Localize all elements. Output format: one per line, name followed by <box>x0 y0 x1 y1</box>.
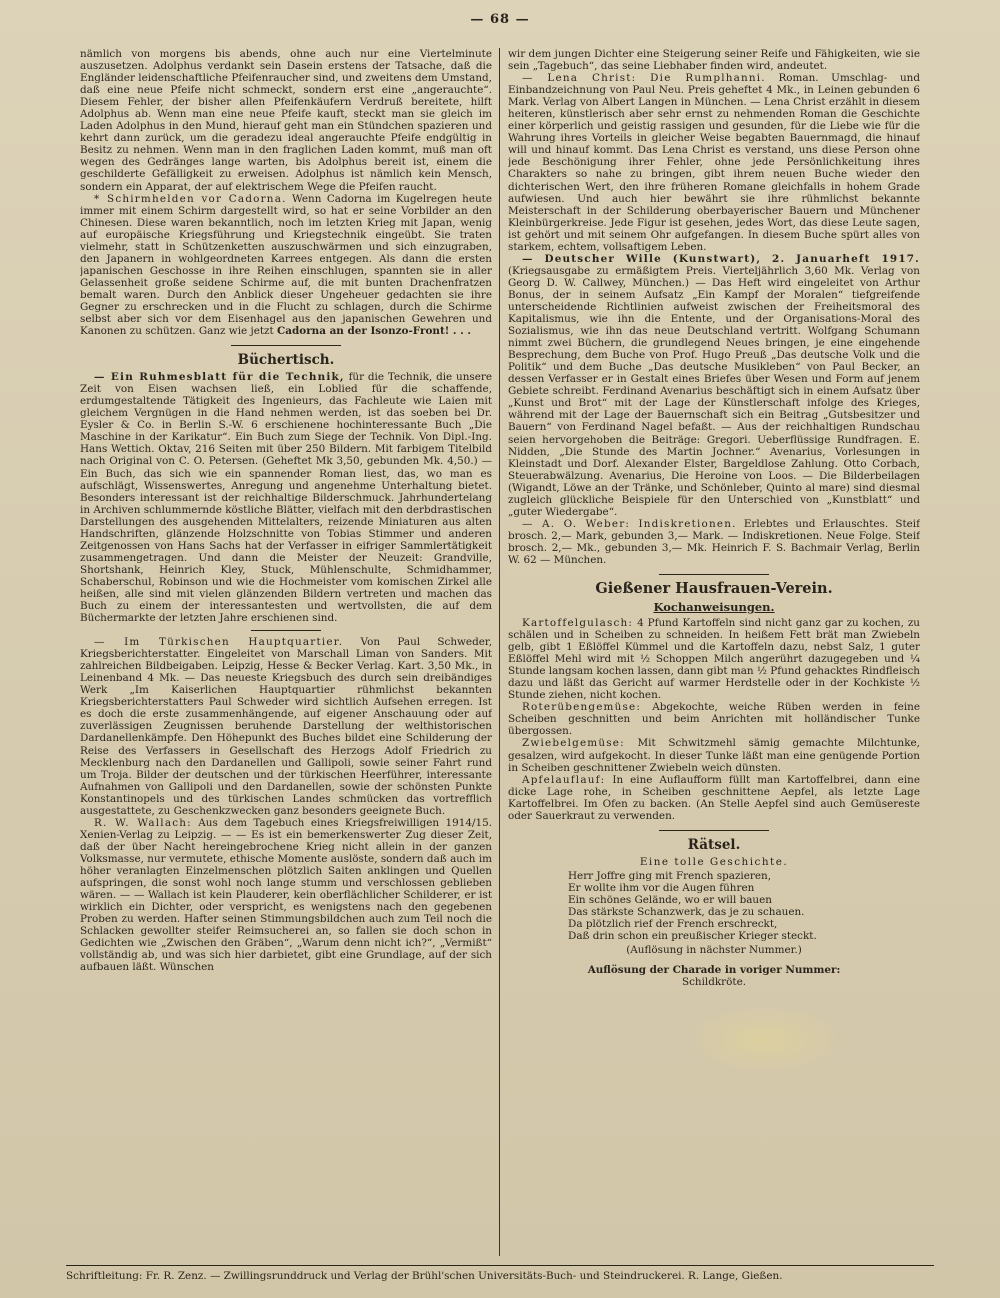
umbrella-article-title: * Schirmhelden vor Cadorna. <box>94 192 287 205</box>
imprint-footer: Schriftleitung: Fr. R. Zenz. — Zwillingsrunddruck und Verlag der Brühl'schen Universitäts-Buch- und Steindruckerei. R. Lange, Gießen. <box>66 1270 783 1282</box>
book-review-wallach-text: Aus dem Tagebuch eines Kriegsfreiwilligen 1914/15. Xenien-Verlag zu Leipzig. — — Es ist ein bemerkenswerter Zug dieser Zeit, daß der über Nacht hereingebrochene Krieg nicht allein in der ganzen Volksmasse, nur vermutete, ethische Momente auslöste, sondern daß auch im höher veranlagten Einzelmenschen plötzlich Saiten anklingen und Quellen aufspringen, die sonst wohl noch lange stumm und verschlossen geblieben wären. — — Wallach ist kein Plauderer, kein oberflächlicher Schilderer, er ist wirklich ein Dichter, oder verspricht, es wenigstens nach den gegebenen Proben zu werden. Hafter seinen Stimmungsbildchen auch zum Teil noch die Schlacken gewollter steifer Reimsucherei an, so fallen sie doch schon in Gedichten wie „Zwischen den Gräben“, „Warum denn nicht ich?“, „Vermißt“ vollständig ab, und was sich hier darbietet, gibt eine Grundlage, auf der sich aufbauen läßt. Wünschen <box>80 816 492 974</box>
wallach-continued-text: wir dem jungen Dichter eine Steigerung seiner Reife und Fähigkeiten, wie sie sein „Tagebuch“, das seine Liebhaber finden wird, andeutet. <box>508 48 920 73</box>
recipe-text: Mit Schwitzmehl sämig gemachte Milchtunke, gesalzen, wird aufgekocht. In dieser Tunke läßt man eine genügende Portion in Scheiben geschnittener Zwiebeln weich dünsten. <box>508 737 920 774</box>
poem-line: Das stärkste Schanzwerk, das je zu schauen. <box>568 906 805 918</box>
book-review-rumplhanni <box>508 72 920 253</box>
recipe-text: 4 Pfund Kartoffeln sind nicht ganz gar zu kochen, zu schälen und in Scheiben zu schneiden. In heißem Fett brät man Zwiebeln gelb, gibt 1 Eßlöffel Kümmel und die Kartoffeln dazu, nebst Salz, 1 guter Eßlöffel Mehl wird mit ½ Schoppen Milch angerührt dazugegeben und ¼ Stunde langsam kochen lassen, dann gibt man ½ Pfund gehacktes Rindfleisch dazu und läßt das Gericht auf warmer Herdstelle oder in der Kochkiste ½ Stunde ziehen, nicht kochen. <box>508 617 920 702</box>
book-review-deutscher-wille <box>508 253 920 518</box>
recipe-title: Apfelauflauf: <box>522 773 606 786</box>
poem-line: Daß drin schon ein preußischer Krieger steckt. <box>568 930 817 943</box>
recipe-title: Kartoffelgulasch: <box>522 617 634 630</box>
hausfrauen-heading: Gießener Hausfrauen-Verein. <box>595 580 833 598</box>
section-divider <box>231 345 341 346</box>
book-review-technik-text: für die Technik, die unsere Zeit von Eisen wachsen ließ, ein Loblied für die schaffende, erdumgestaltende Tätigkeit des Ingenieurs, das Fachleute wie Laien mit gleichem Vergnügen in die Hand nehmen werden, ist das soeben bei Dr. Eysler & Co. in Berlin S.-W. 6 erschienene hochinteressante Buch „Die Maschine in der Karikatur“. Ein Buch zum Siege der Technik. Von Dipl.-Ing. Hans Wettich. Oktav, 216 Seiten mit über 250 Bildern. Mit farbigem Titelbild nach Original von C. O. Petersen. (Geheftet Mk 3,50, gebunden Mk. 4,50.) — Ein Buch, das sich wie ein spannender Roman liest, das, wo man es aufschlägt, Wissenswertes, Anregung und angenehme Unterhaltung bietet. Besonders interessant ist der reichhaltige Bilderschmuck. Jahrhundertelang in Archiven schlummernde köstliche Blätter, vielfach mit den derbdrastischen Darstellungen des ausgehenden Mittelalters, reizende Miniaturen aus alten Handschriften, glänzende Holzschnitte von Tobias Stimmer und anderen Zeitgenossen von Hans Sachs hat der Verfasser in eifriger Sammlertätigkeit zusammengetragen. Und dann die Meister der Neuzeit: Grandville, Shortshank, Heinrich Kley, Stuck, Mühlenschulte, Schmidhammer, Schaberschul, Robinson und wie die Hochmeister vom komischen Zirkel alle heißen, alle sind mit vielen glänzenden Bildern vertreten und machen das Buch zu einem der interessantesten und wertvollsten, die auf dem Büchermarkte der letzten Jahre erschienen sind. <box>80 371 492 625</box>
poem-line: Herr Joffre ging mit French spazieren, <box>568 869 772 882</box>
book-review-hauptquartier-title: — Im Türkischen Hauptquartier. <box>94 636 344 649</box>
recipe-apfelauflauf <box>508 774 920 822</box>
riddle-heading: Rätsel. <box>687 836 741 853</box>
recipe-zwiebelgemuese <box>508 737 920 773</box>
recipe-title: Zwiebelgemüse: <box>522 737 625 750</box>
recipe-kartoffelgulasch <box>508 617 920 701</box>
book-review-deutscher-wille-text: (Kriegsausgabe zu ermäßigtem Preis. Vierteljährlich 3,60 Mk. Verlag von Georg D. W. Callwey, München.) — Das Heft wird eingeleitet von Arthur Bonus, der in seinem Aufsatz „Ein Kampf der Moralen“ tiefgreifende unterscheidende Richtlinien aufweist zwischen der Freiheitsmoral des Kapitalismus, wie ihn die Entente, und der Organisations-Moral des Sozialismus, wie ihn das neue Deutschland vertritt. Wolfgang Schumann nimmt zwei Büchern, die grundlegend Neues bringen, je eine eingehende Besprechung, dem Buche von Prof. Hugo Preuß „Das deutsche Volk und die Politik“ und dem Buche „Das deutsche Musikleben“ von Paul Becker, an dessen Verfasser er in Gestalt eines Briefes über Wesen und Form auf jenem Gebiete schreibt. Ferdinand Avenarius beschäftigt sich in einem Aufsatz über „Kunst und Brot“ mit der Lage der Künstlerschaft infolge des Krieges, während mit der Lage der Bauernschaft sich ein Beitrag „Gutsbesitzer und Bauern“ von Ferdinand Nagel befaßt. — Aus der reichhaltigen Rundschau seien hervorgehoben die Beiträge: Gregori. Ueberflüssige Rundfragen. E. Nidden, „Die Stunde des Martin Jochner.“ Avenarius, Vorlesungen in Kleinstadt und Dorf. Alexander Elster, Bargeldlose Zahlung. Otto Corbach, Steuerabwälzung. Avenarius, Die Heroine von Loos. — Die Bilderbeilagen (Wigandt, Löwe an der Tränke, und Schönleber, Quinto al mare) sind diesmal zugleich glückliche Beispiele für den Unterschied von „Kunstblatt“ und „guter Wiedergabe“. <box>508 264 920 518</box>
book-review-hauptquartier <box>80 636 492 817</box>
recipe-text: In eine Auflaufform füllt man Kartoffelbrei, dann eine dicke Lage rohe, in Scheiben geschnittene Aepfel, als letzte Lage Kartoffelbrei. Im Ofen zu backen. (An Stelle Aepfel sind auch Gemüsereste oder Sauerkraut zu verwenden. <box>508 773 920 822</box>
poem-line: Ein schönes Gelände, wo er will bauen <box>568 893 772 906</box>
review-divider <box>251 630 321 631</box>
footer-rule <box>66 1265 934 1266</box>
page-number: — 68 — <box>470 12 530 27</box>
section-divider <box>659 574 769 575</box>
book-review-indiskretionen-text: Erlebtes und Erlauschtes. Steif brosch. 2,— Mark, gebunden 3,— Mark. — Indiskretionen. Neue Folge. Steif brosch. 2,— Mk., gebunden 3,— Mk. Heinrich F. S. Bachmair Verlag, Berlin W. 62 — München. <box>508 517 920 566</box>
book-review-technik-title: — Ein Ruhmesblatt für die Technik, <box>94 371 345 384</box>
umbrella-article <box>80 193 492 338</box>
book-review-indiskretionen <box>508 518 920 566</box>
book-review-wallach <box>80 817 492 974</box>
book-review-deutscher-wille-title: — Deutscher Wille (Kunstwart), 2. Januarheft 1917. <box>522 252 920 265</box>
poem-line: Er wollte ihm vor die Augen führen <box>568 881 755 894</box>
recipe-text: Abgekochte, weiche Rüben werden in feine Scheiben geschnitten und beim Anrichten mit holländischer Tunke übergossen. <box>508 701 920 738</box>
riddle-note: (Auflösung in nächster Nummer.) <box>626 944 802 957</box>
riddle-title: Eine tolle Geschichte. <box>639 855 789 868</box>
solution-value: Schildkröte. <box>681 976 747 989</box>
pipe-article-text: nämlich von morgens bis abends, ohne auch nur eine Viertelminute auszusetzen. Adolphus verdankt sein Dasein erstens der Tatsache, daß die Engländer leidenschaftliche Pfeifenraucher sind, und zweitens dem Umstand, daß eine neue Pfeife nicht schmeckt, sondern erst eine „angerauchte“. Diesem Fehler, der bisher allen Pfeifenkäufern Verdruß bereitete, hilft Adolphus ab. Wenn man eine neue Pfeife kauft, steckt man sie gleich im Laden Adolphus in den Mund, hierauf geht man ein Stündchen spazieren und kehrt dann zurück, um die geradezu ideal angerauchte Pfeife endgültig in Besitz zu nehmen. Wenn man in den fraglichen Laden kommt, muß man oft wegen des Gedränges lange warten, bis Adolphus bereit ist, einem die geschilderte Gefälligkeit zu erweisen. Adolphus ist nämlich kein Mensch, sondern ein Apparat, der auf elektrischem Wege die Pfeifen raucht. <box>80 48 492 193</box>
solution-label: Auflösung der Charade in voriger Nummer: <box>587 964 841 977</box>
column-rule <box>499 48 500 1256</box>
recipe-title: Roterübengemüse: <box>522 701 642 714</box>
book-review-rumplhanni-text: Roman. Umschlag- und Einbandzeichnung von Paul Neu. Preis geheftet 4 Mk., in Leinen gebunden 6 Mark. Verlag von Albert Langen in München. — Lena Christ erzählt in diesem heiteren, künstlerisch aber sehr ernst zu nehmenden Roman die Geschichte einer körperlich und geistig rassigen und gesunden, für die Liebe wie für die Wahrung ihres Vorteils in gleicher Weise begabten Bauernmagd, die hinauf will und hinauf kommt. Das Lena Christ es verstand, uns diese Person ohne jede Beschönigung ihrer Fehler, ohne jede Persönlichkeitung ihres Charakters so nahe zu bringen, gibt ihrem neuen Buche wieder den dichterischen Wert, den ihre früheren Romane gleichfalls in hohem Grade aufwiesen. Und auch hier bewährt sie ihre rühmlichst bekannte Meisterschaft in der Schilderung oberbayerischer Bauern und Münchener Kleinbürgerkreise. Jede Figur ist gesehen, jedes Wort, das diese Leute sagen, ist gehört und mit seinem Ohr aufgefangen. In diesem Buche spürt alles von starkem, echtem, vollsaftigem Leben. <box>508 72 920 253</box>
umbrella-article-ending: Cadorna an der Isonzo-Front! . . . <box>277 325 472 338</box>
riddle-poem <box>568 870 920 942</box>
book-review-wallach-title: R. W. Wallach: <box>94 816 192 829</box>
kochanweisungen-subheading: Kochanweisungen. <box>653 600 775 615</box>
book-review-indiskretionen-title: — A. O. Weber: Indiskretionen. <box>522 517 737 530</box>
book-review-technik <box>80 371 492 624</box>
book-review-rumplhanni-title: — Lena Christ: Die Rumplhanni. <box>522 72 766 85</box>
section-divider <box>659 830 769 831</box>
umbrella-article-text: Wenn Cadorna im Kugelregen heute immer mit einem Schirm dargestellt wird, so hat er seine Vorbilder an den Chinesen. Diese waren bekanntlich, noch im letzten Krieg mit Japan, wenig auf europäische Kriegsführung und Kriegstechnik eingeübt. Sie traten vielmehr, statt in Schützenketten auszuschwärmen und sich einzugraben, den Japanern in wohlgeordneten Karrees entgegen. Als dann die ersten japanischen Geschosse in ihre Reihen einschlugen, spannten sie in aller Gelassenheit große seidene Schirme auf, die mit bunten Drachenfratzen bemalt waren. Durch den Anblick dieser Ungeheuer gedachten sie ihre Gegner zu erschrecken und in die Flucht zu schlagen, durch die Schirme selbst aber sich vor dem Eisenhagel aus den japanischen Gewehren und Kanonen zu schützen. Ganz wie jetzt <box>80 192 492 338</box>
right-column <box>508 48 920 1256</box>
book-review-hauptquartier-text: Von Paul Schweder, Kriegsberichterstatter. Eingeleitet von Marschall Liman von Sanders. Mit zahlreichen Bildbeigaben. Leipzig, Hesse & Becker Verlag. Kart. 3,50 Mk., in Leinenband 4 Mk. — Das neueste Kriegsbuch des durch sein dreibändiges Werk „Im Kaiserlichen Hauptquartier rühmlichst bekannten Kriegsberichterstatters Paul Schweder wird sichtlich Aufsehen erregen. Ist es doch die erste zusammenhängende, auf eigener Anschauung oder auf zuverlässigen Zeugnissen beruhende Darstellung der welthistorischen Dardanellenkämpfe. Den Höhepunkt des Buches bildet eine Schilderung der Reise des Verfassers in Gesellschaft des Herzogs Adolf Friedrich zu Mecklenburg nach den Dardanellen und Gallipoli, sowie seiner Fahrt rund um Troja. Bilder der deutschen und der türkischen Heerführer, interessante Aufnahmen von Gallipoli und den Dardanellen, sowie der schönsten Punkte Konstantinopels und des türkischen Landes schmücken das vortrefflich ausgestattete, zu Geschenkzwecken ganz besonders geeignete Buch. <box>80 636 492 817</box>
book-section-heading: Büchertisch. <box>237 352 335 369</box>
recipe-roteruebengemuese <box>508 701 920 737</box>
poem-line: Da plötzlich rief der French erschreckt, <box>568 918 778 931</box>
left-column <box>80 48 492 1256</box>
